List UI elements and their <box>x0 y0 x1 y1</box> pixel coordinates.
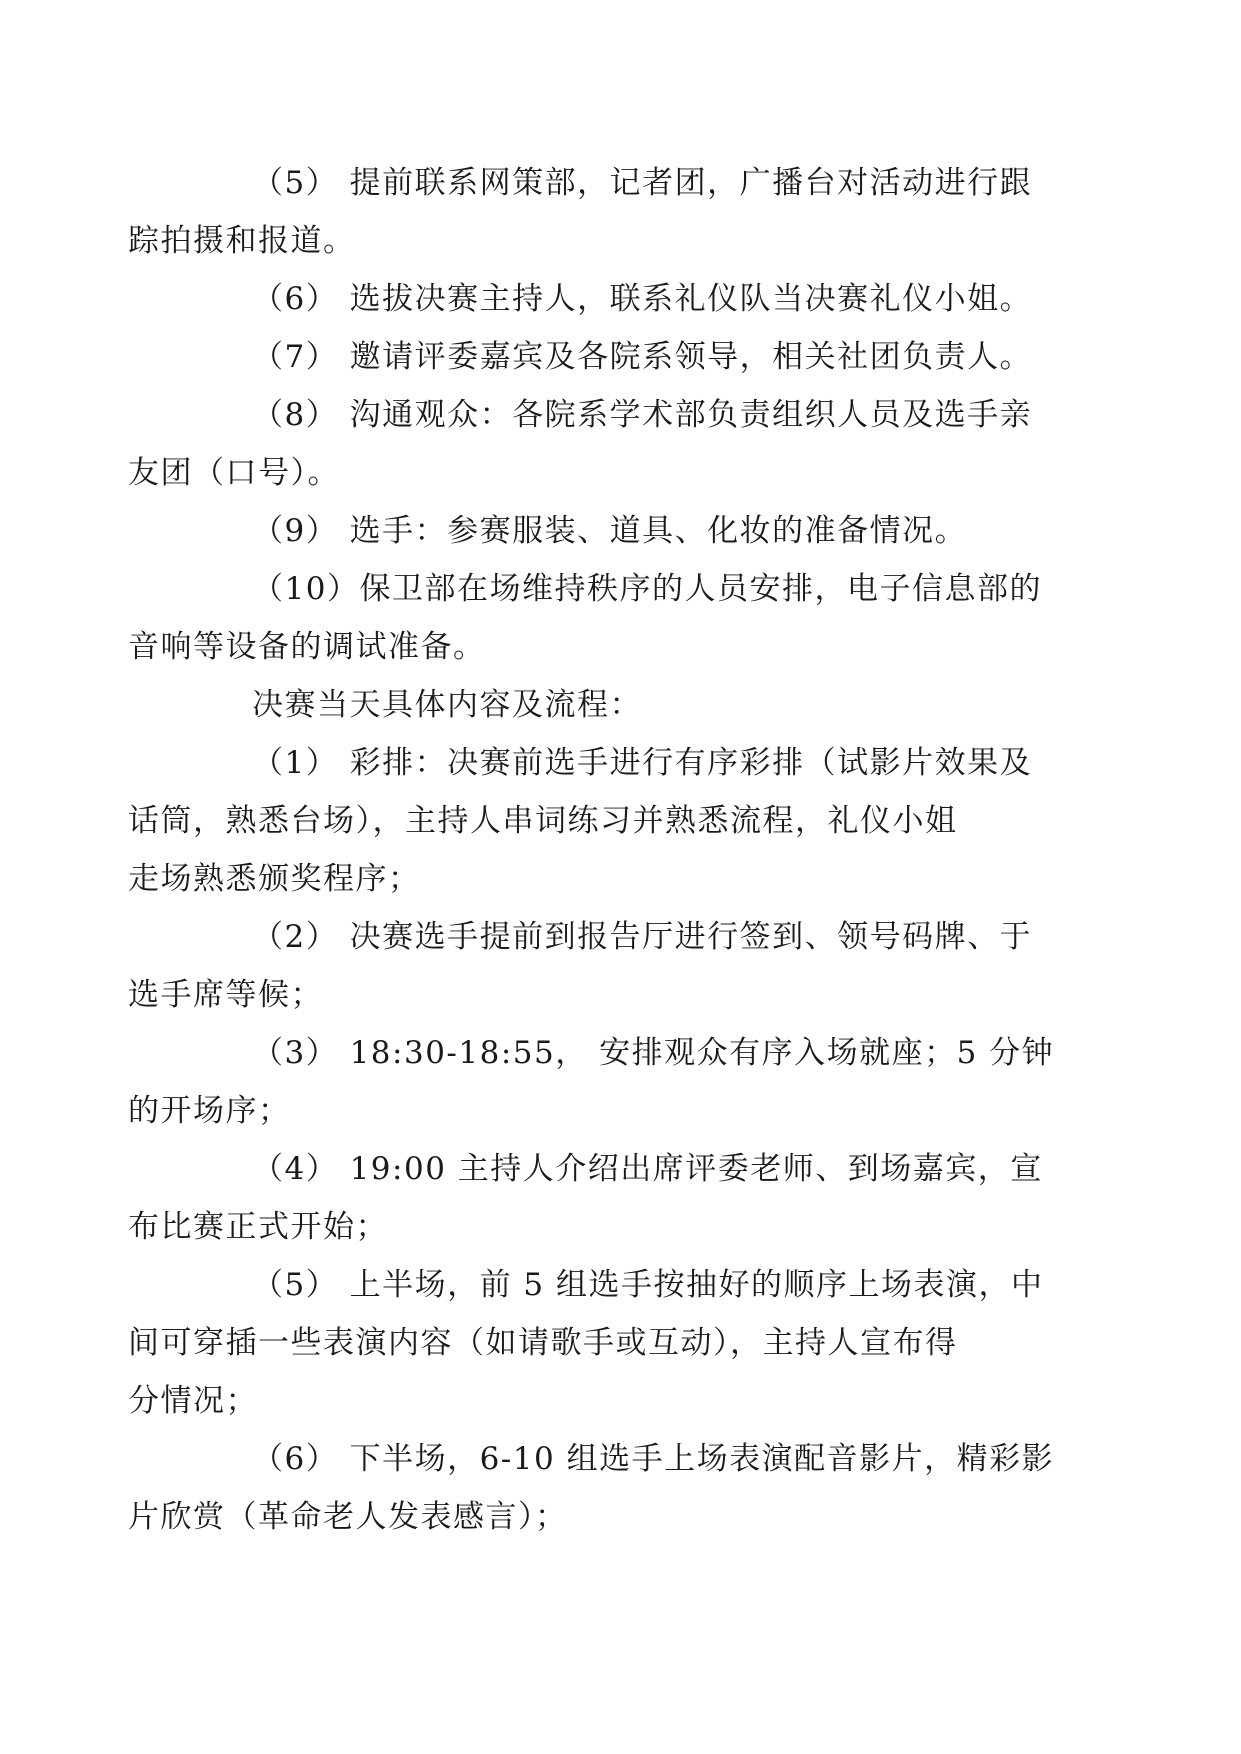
text-line: 选手席等候； <box>128 977 323 1013</box>
text-line: 布比赛正式开始； <box>128 1209 388 1245</box>
text-line: （3） 18:30-18:55， 安排观众有序入场就座；5 分钟 <box>252 1035 1055 1071</box>
text-line: （10）保卫部在场维持秩序的人员安排，电子信息部的 <box>252 571 1042 607</box>
text-line: （2） 决赛选手提前到报告厅进行签到、领号码牌、于 <box>252 919 1033 955</box>
text-line: （5） 上半场，前 5 组选手按抽好的顺序上场表演，中 <box>252 1267 1044 1303</box>
paragraph-2-signin <box>128 908 1052 1024</box>
text-line: 分情况； <box>128 1383 258 1419</box>
paragraph-1-rehearsal <box>128 734 1052 908</box>
text-line: 话筒，熟悉台场），主持人串词练习并熟悉流程，礼仪小姐 <box>128 803 958 839</box>
text-line: （4） 19:00 主持人介绍出席评委老师、到场嘉宾，宣 <box>252 1151 1043 1187</box>
text-line: （7） 邀请评委嘉宾及各院系领导，相关社团负责人。 <box>252 339 1033 375</box>
paragraph-10-security <box>128 560 1052 676</box>
text-line: 友团（口号）。 <box>128 455 340 491</box>
text-line: （6） 下半场，6-10 组选手上场表演配音影片，精彩影 <box>252 1441 1055 1477</box>
paragraph-3-entry <box>128 1024 1055 1140</box>
text-line: 走场熟悉颁奖程序； <box>128 861 421 897</box>
text-line: （9） 选手：参赛服装、道具、化妆的准备情况。 <box>252 513 968 549</box>
text-line: 片欣赏（革命老人发表感言）； <box>128 1499 568 1535</box>
text-line: 踪拍摄和报道。 <box>128 223 356 259</box>
paragraph-5-media <box>128 154 1052 270</box>
paragraph-7-judges <box>190 328 1052 386</box>
text-line: （5） 提前联系网策部，记者团，广播台对活动进行跟 <box>252 165 1033 201</box>
paragraph-9-contestants <box>190 502 1052 560</box>
paragraph-6-second-half <box>128 1430 1055 1546</box>
text-line: 间可穿插一些表演内容（如请歌手或互动），主持人宣布得 <box>128 1325 958 1361</box>
text-line: （8） 沟通观众：各院系学术部负责组织人员及选手亲 <box>252 397 1033 433</box>
text-line: （6） 选拔决赛主持人，联系礼仪队当决赛礼仪小姐。 <box>252 281 1033 317</box>
document-body <box>128 154 1055 1546</box>
paragraph-4-opening <box>128 1140 1052 1256</box>
paragraph-5-first-half <box>128 1256 1052 1430</box>
text-line: 的开场序； <box>128 1093 291 1129</box>
text-line: 决赛当天具体内容及流程： <box>252 687 642 723</box>
text-line: 音响等设备的调试准备。 <box>128 629 486 665</box>
text-line: （1） 彩排：决赛前选手进行有序彩排（试影片效果及 <box>252 745 1033 781</box>
paragraph-6-host <box>190 270 1052 328</box>
section-heading-final-day <box>190 676 1052 734</box>
paragraph-8-audience <box>128 386 1052 502</box>
